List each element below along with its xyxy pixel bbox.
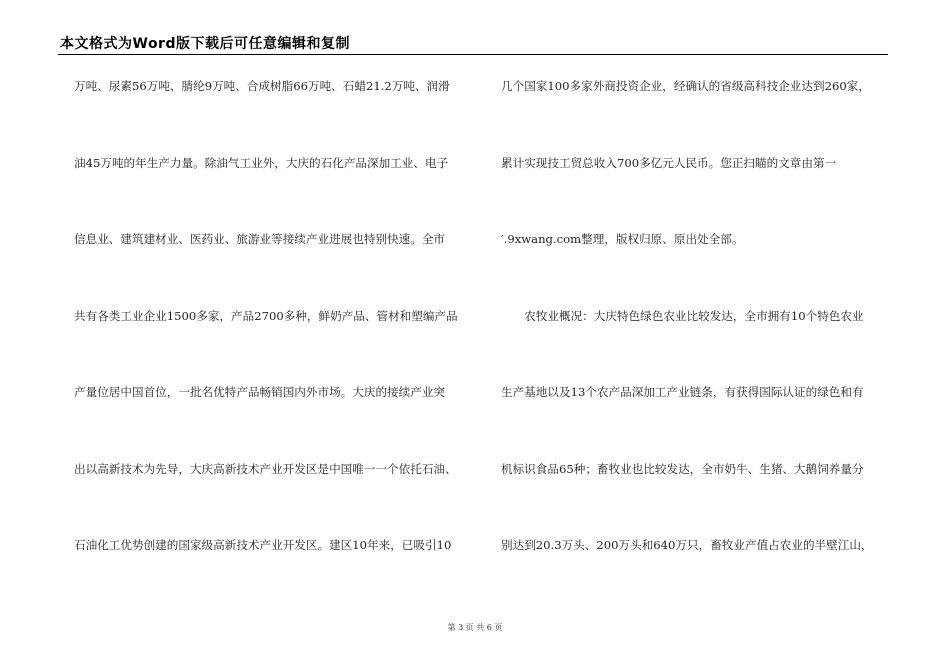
text-line: 万吨、尿素56万吨、腈纶9万吨、合成树脂66万吨、石蜡21.2万吨、润滑: [74, 79, 450, 93]
text-line: 生产基地以及13个农产品深加工产业链条，有获得国际认证的绿色和有: [501, 385, 864, 399]
text-line: 出以高新技术为先导，大庆高新技术产业开发区是中国唯一一个依托石油、: [74, 461, 457, 476]
page-number-footer: 第 3 页 共 6 页: [447, 623, 503, 632]
text-line: 油45万吨的年生产力量。除油气工业外，大庆的石化产品深加工业、电子: [74, 155, 449, 170]
header-divider: [58, 54, 888, 55]
right-text-column: [501, 64, 891, 600]
text-line: 别达到20.3万头、200万头和640万只，畜牧业产值占农业的半壁江山，: [501, 538, 873, 552]
left-text-column: [74, 64, 474, 600]
text-line: ′.9xwang.com整理，版权归原、原出处全部。: [501, 232, 744, 246]
text-line: 几个国家100多家外商投资企业，经确认的省级高科技企业达到260家，: [501, 79, 870, 93]
text-line: 共有各类工业企业1500多家，产品2700多种，鲜奶产品、管材和塑编产品: [74, 308, 458, 323]
text-line: 信息业、建筑建材业、医药业、旅游业等接续产业进展也特别快速。全市: [74, 232, 446, 246]
text-line: 机标识食品65种；畜牧业也比较发达，全市奶牛、生猪、大鹅饲养量分: [501, 461, 864, 476]
text-line: 农牧业概况：大庆特色绿色农业比较发达，全市拥有10个特色农业: [501, 308, 864, 323]
text-line: 累计实现技工贸总收入700多亿元人民币。您正扫瞄的文章由第一: [501, 155, 837, 170]
text-line: 产量位居中国首位，一批名优特产品畅销国内外市场。大庆的接续产业突: [74, 385, 446, 399]
document-header-title: 本文格式为Word版下载后可任意编辑和复制: [60, 36, 350, 52]
text-line: 石油化工优势创建的国家级高新技术产业开发区。建区10年来，已吸引10: [74, 538, 452, 552]
